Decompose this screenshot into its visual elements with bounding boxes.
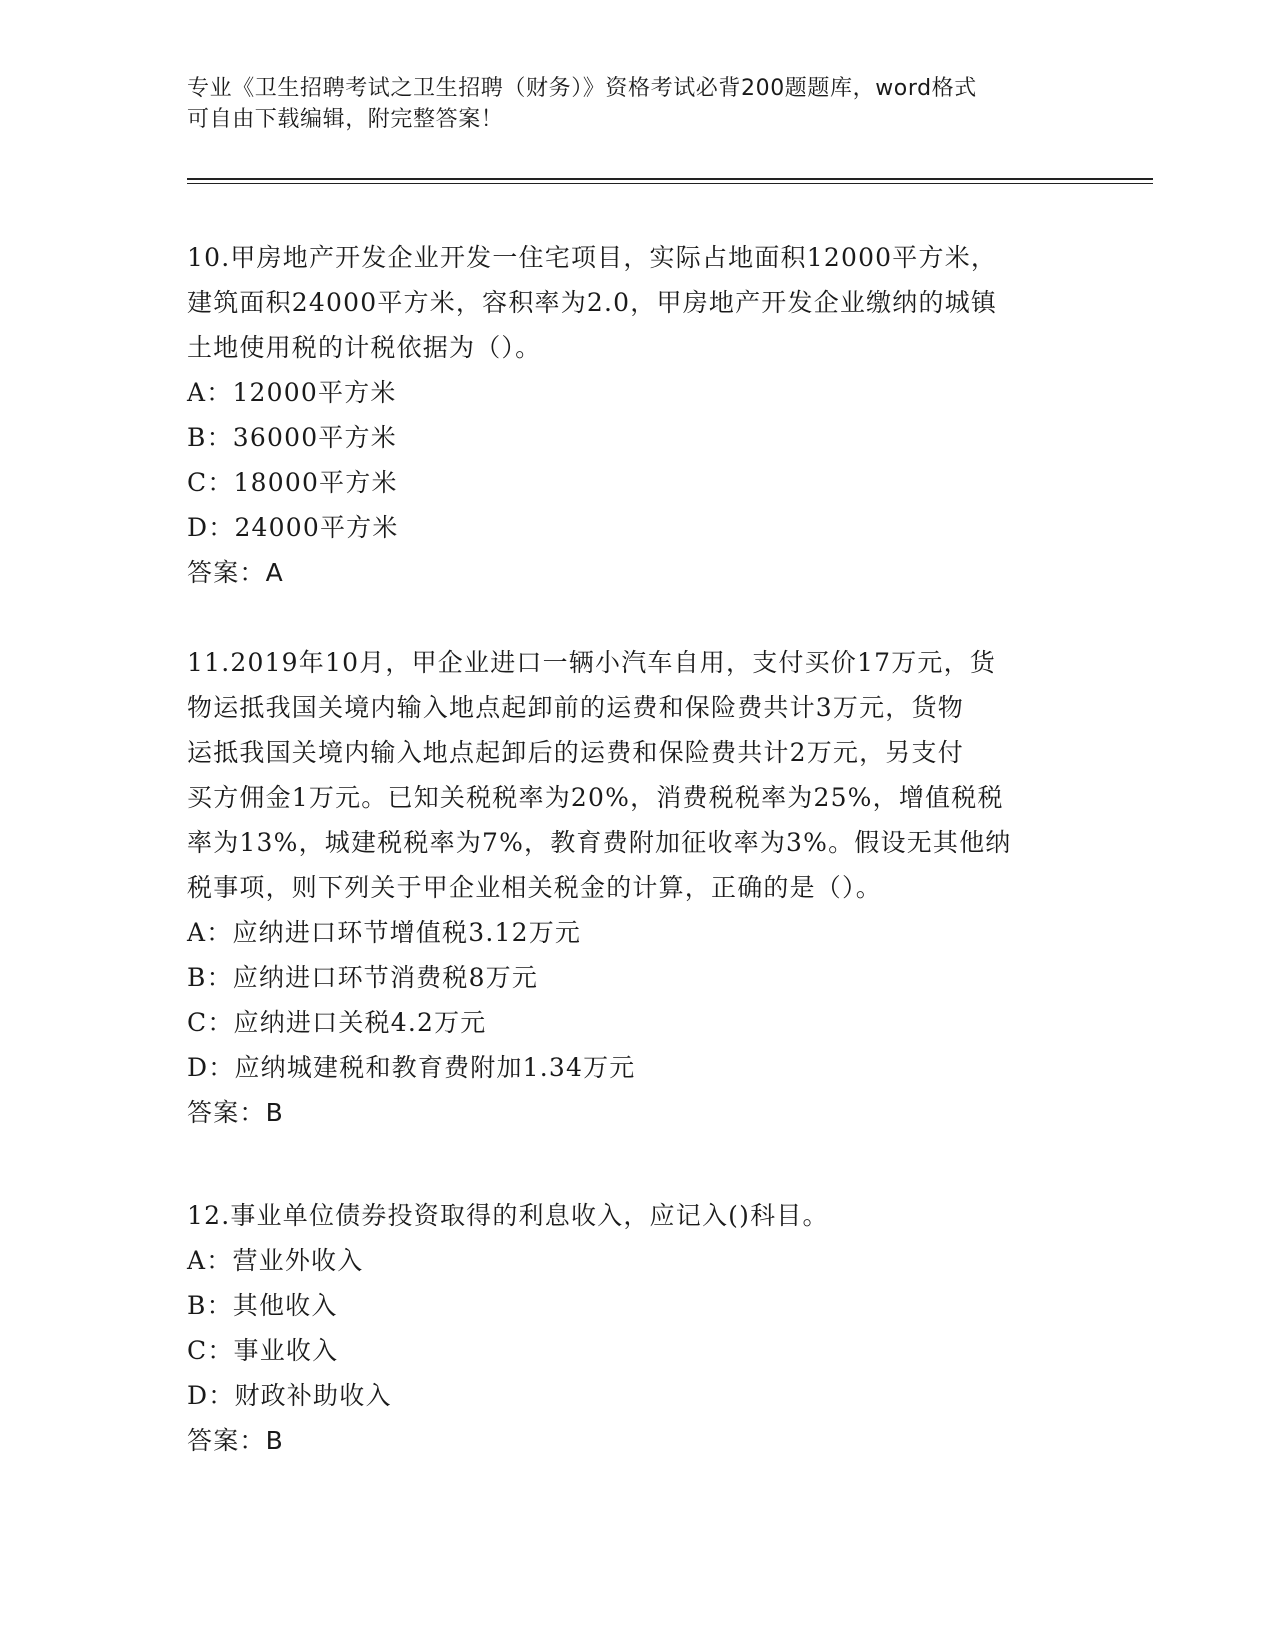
question-stem-line: 物运抵我国关境内输入地点起卸前的运费和保险费共计3万元，货物 [187,693,964,722]
question-10 [187,235,1087,595]
question-stem-line: 买方佣金1万元。已知关税税率为20%，消费税税率为25%，增值税税 [187,783,1004,812]
question-stem-line: 税事项，则下列关于甲企业相关税金的计算，正确的是（）。 [187,873,882,902]
option-d: D：24000平方米 [187,513,399,542]
question-stem-line: 率为13%，城建税税率为7%，教育费附加征收率为3%。假设无其他纳 [187,828,1012,857]
option-a: A：12000平方米 [187,378,397,407]
document-header [187,73,1067,135]
option-b: B：应纳进口环节消费税8万元 [187,963,539,992]
option-d: D：财政补助收入 [187,1381,392,1410]
question-stem-line: 11.2019年10月，甲企业进口一辆小汽车自用，支付买价17万元，货 [187,648,997,677]
header-title-line-2: 可自由下载编辑，附完整答案！ [187,107,504,132]
question-stem-line: 10.甲房地产开发企业开发一住宅项目，实际占地面积12000平方米， [187,243,998,272]
option-c: C：18000平方米 [187,468,398,497]
question-stem-line: 运抵我国关境内输入地点起卸后的运费和保险费共计2万元，另支付 [187,738,964,767]
option-b: B：36000平方米 [187,423,397,452]
question-stem-line: 建筑面积24000平方米，容积率为2.0，甲房地产开发企业缴纳的城镇 [187,288,998,317]
option-c: C：应纳进口关税4.2万元 [187,1008,487,1037]
option-a: A：应纳进口环节增值税3.12万元 [187,918,582,947]
option-b: B：其他收入 [187,1291,338,1320]
header-title-line-1: 专业《卫生招聘考试之卫生招聘（财务）》资格考试必背200题题库，word格式 [187,76,977,101]
question-stem-line: 12.事业单位债券投资取得的利息收入，应记入()科目。 [187,1201,829,1230]
option-c: C：事业收入 [187,1336,339,1365]
header-divider-thin [187,183,1153,184]
header-divider-thick [187,178,1153,180]
question-11 [187,640,1087,1135]
answer-line: 答案：A [187,558,284,587]
answer-line: 答案：B [187,1098,284,1127]
option-a: A：营业外收入 [187,1246,364,1275]
question-12 [187,1193,1087,1463]
question-stem-line: 土地使用税的计税依据为（）。 [187,333,542,362]
option-d: D：应纳城建税和教育费附加1.34万元 [187,1053,636,1082]
answer-line: 答案：B [187,1426,284,1455]
